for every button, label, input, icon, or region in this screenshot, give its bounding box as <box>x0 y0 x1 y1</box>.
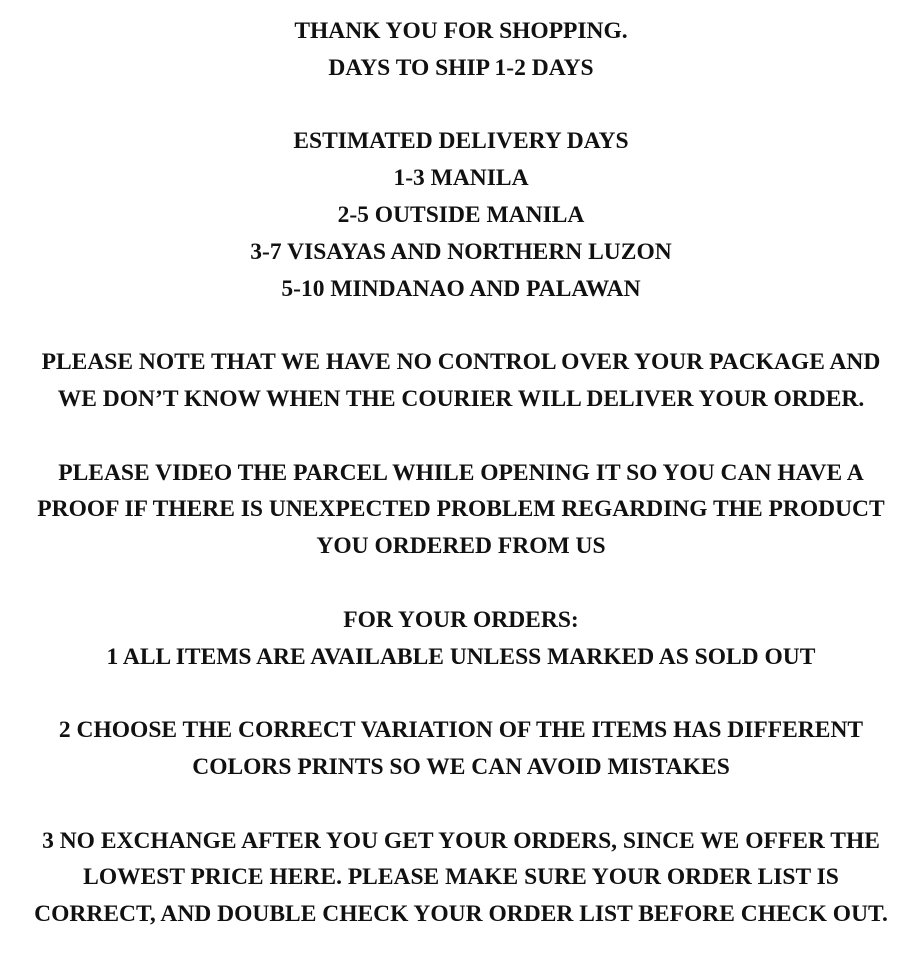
spacer <box>0 565 922 602</box>
courier-note-line-1: PLEASE NOTE THAT WE HAVE NO CONTROL OVER YOUR PACKAGE AND <box>41 349 881 376</box>
orders-rule-2-line-2: COLORS PRINTS SO WE CAN AVOID MISTAKES <box>192 753 730 780</box>
thanks-line: THANK YOU FOR SHOPPING. <box>294 18 628 44</box>
days-to-ship-line: DAYS TO SHIP 1-2 DAYS <box>328 54 594 81</box>
spacer <box>0 307 922 344</box>
orders-title: FOR YOUR ORDERS: <box>343 606 579 633</box>
orders-rule-3-line-3: CORRECT, AND DOUBLE CHECK YOUR ORDER LIST BEFORE CHECK OUT. <box>34 901 888 928</box>
spacer <box>0 87 922 124</box>
delivery-outside-manila: 2-5 OUTSIDE MANILA <box>337 201 585 228</box>
delivery-title: ESTIMATED DELIVERY DAYS <box>293 128 629 155</box>
spacer <box>0 786 922 823</box>
delivery-mindanao-palawan: 5-10 MINDANAO AND PALAWAN <box>281 275 641 302</box>
video-note-line-2: PROOF IF THERE IS UNEXPECTED PROBLEM REGARDING THE PRODUCT <box>37 496 885 523</box>
orders-rule-2-line-1: 2 CHOOSE THE CORRECT VARIATION OF THE ITEMS HAS DIFFERENT <box>58 717 864 744</box>
video-note-line-1: PLEASE VIDEO THE PARCEL WHILE OPENING IT SO YOU CAN HAVE A <box>58 459 864 486</box>
spacer <box>0 675 922 712</box>
courier-note-line-2: WE DON’T KNOW WHEN THE COURIER WILL DELIVER YOUR ORDER. <box>57 385 865 412</box>
delivery-manila: 1-3 MANILA <box>393 165 529 192</box>
shop-notice <box>0 13 922 933</box>
spacer <box>0 418 922 455</box>
video-note-line-3: YOU ORDERED FROM US <box>316 533 606 560</box>
orders-rule-3-line-2: LOWEST PRICE HERE. PLEASE MAKE SURE YOUR ORDER LIST IS <box>83 864 839 891</box>
delivery-visayas-luzon: 3-7 VISAYAS AND NORTHERN LUZON <box>250 238 672 265</box>
orders-rule-3-line-1: 3 NO EXCHANGE AFTER YOU GET YOUR ORDERS, SINCE WE OFFER THE <box>42 827 880 854</box>
orders-rule-1: 1 ALL ITEMS ARE AVAILABLE UNLESS MARKED AS SOLD OUT <box>106 643 816 670</box>
